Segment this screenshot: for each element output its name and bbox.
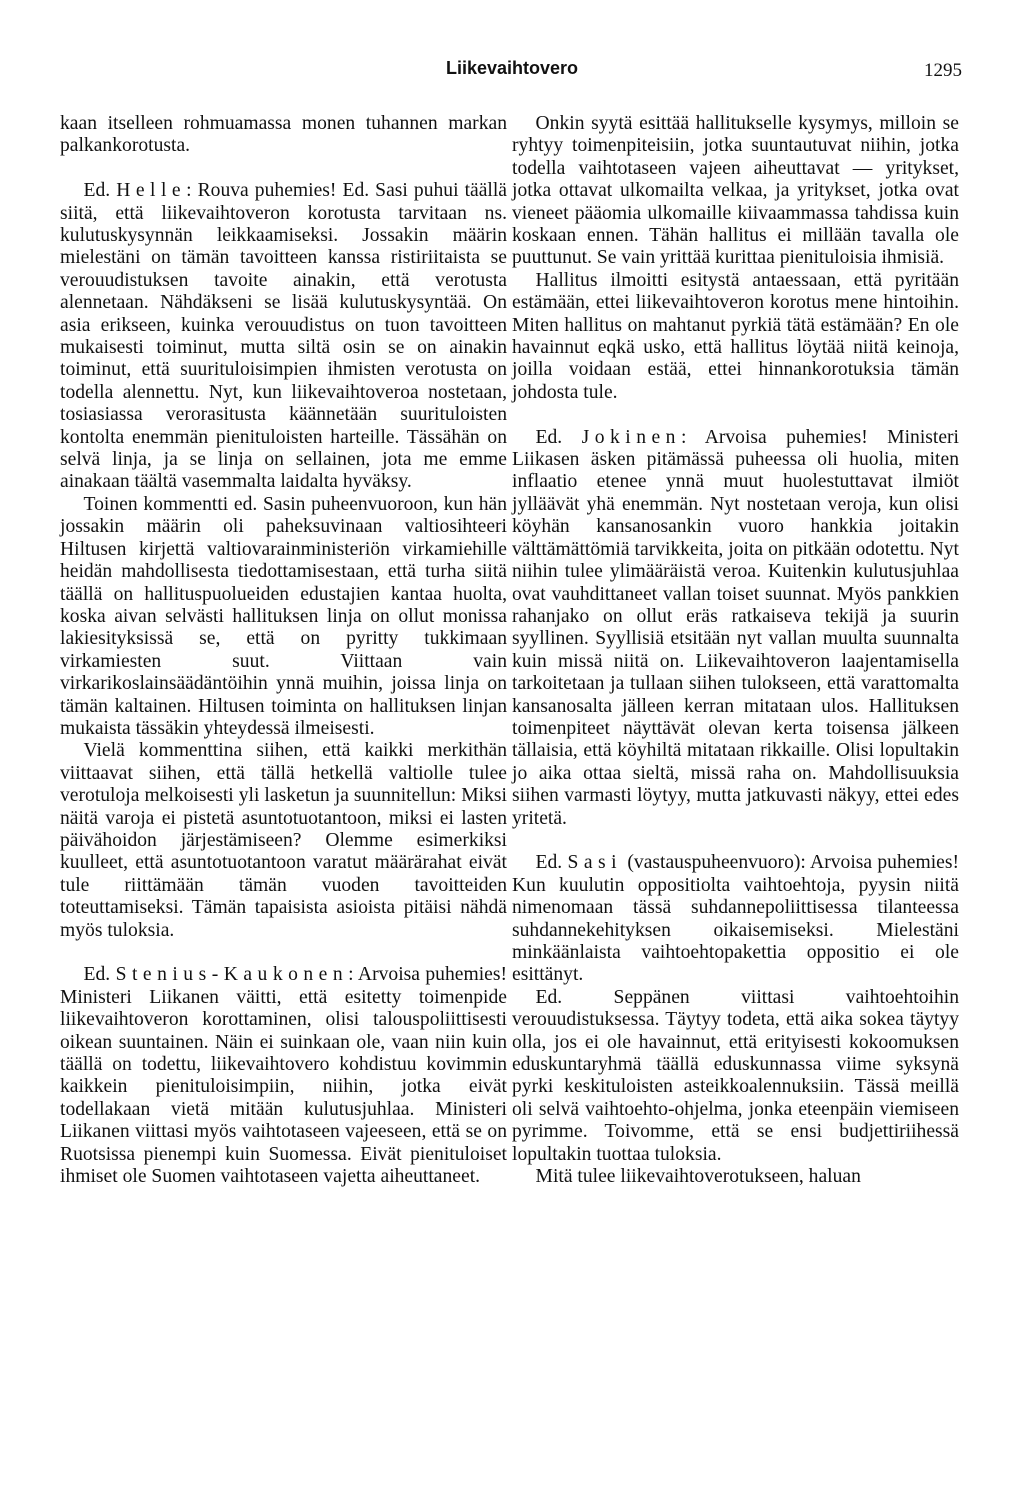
page-header [0, 58, 1024, 84]
speaker-name: Helle [116, 180, 187, 202]
speaker-name: Stenius-Kaukonen [115, 964, 349, 986]
speaker-name: Sasi [567, 852, 623, 874]
speech-prefix: Ed. [83, 964, 116, 986]
speech-text: (vastauspuheenvuoro): Arvoisa puhemies! Kun kuulutin oppositiolta vaihtoehtoja, pyysin niitä nimenomaan tässä suhdannepoliittisessa tilanteessa suhdannekehityksen oikaisemiseksi. Mielestäni minkäänlaista vaihtoehtopakettia oppositio ei ole esittänyt. [512, 852, 959, 986]
paragraph: Mitä tulee liikevaihtoverotukseen, haluan [535, 1166, 861, 1188]
speech-paragraph [512, 427, 959, 830]
paragraph: Hallitus ilmoitti esitystä antaessaan, että pyritään estämään, ettei liikevaihtoveron korotus mene hintoihin. Miten hallitus on mahtanut pyrkiä tätä estämään? En ole havainnut eqkä usko, että hallitus löytää niitä keinoja, joilla voidaan estää, ettei hinnankorotuksia tämän johdosta tule. [512, 269, 959, 403]
paragraph: Onkin syytä esittää hallitukselle kysymys, milloin se ryhtyy toimenpiteisiin, jotka suuntautuvat niihin, jotka todella vaihtotaseen vajeen aiheuttavat — yritykset, jotka ottavat ulkomailta velkaa, ja yritykset, jotka ovat vieneet pääomia ulkomaille kiivaammassa tahdissa kuin koskaan ennen. Tähän hallitus ei millään tavalla ole puuttunut. Se vain yrittää kurittaa pienituloisia ihmisiä. [512, 113, 959, 269]
speech-paragraph [512, 852, 959, 986]
right-column [512, 113, 959, 1188]
speech-paragraph [60, 964, 507, 1188]
speech-prefix: Ed. [535, 426, 582, 448]
speech-prefix: Ed. [83, 180, 117, 202]
speech-paragraph [60, 180, 507, 494]
speech-text: : Rouva puhemies! Ed. Sasi puhui täällä siitä, että liikevaihtoveron korotusta tarvitaan ns. kulutuskysynnän leikkaamiseksi. Jossakin määrin mielestäni on tämän tavoitteen kanssa ristiriitaista se verouudistuksen tavoite ainakin, että verotusta alennetaan. Nähdäkseni se lisää kulutuskysyntää. On asia erikseen, kuinka verouudistus on tuon tavoitteen mukaisesti toiminut, mutta siltä osin se on ainakin toiminut, että suurituloisimpien ihmisten verotusta on todella alennettu. Nyt, kun liikevaihtoveroa nostetaan, tosiasiassa verorasitusta käännetään suurituloisten kontolta enemmän pienituloisten harteille. Tässähän on selvä linja, ja se linja on sellainen, jota me emme ainakaan täältä vasemmalta laidalta hyväksy. [60, 180, 507, 493]
speech-prefix: Ed. [535, 852, 568, 874]
speech-text: : Arvoisa puhemies! Ministeri Liikasen äsken pitämässä puheessa oli huolia, miten inflaatio etenee ynnä muut huolestuttavat ilmiöt jylläävät yhä enemmän. Nyt nostetaan veroja, kun olisi köyhän kansanosankin vuoro hankkia joitakin välttämättömiä tarvikkeita, joita on pitkään odotettu. Nyt niihin tulee ylimääräistä veroa. Kuitenkin kulutusjuhlaa ovat vauhdittaneet vallan toiset suunnat. Myös pankkien rahanjako on ollut eräs ratkaiseva tekijä ja suurin syyllinen. Syyllisiä etsitään nyt vallan muulta suunnalta kuin missä niitä on. Liikevaihtoveron laajentamisella tarkoitetaan ja tullaan siihen tulokseen, että varattomalta kansanosalta jälleen kerran mitataan ulos. Hallituksen toimenpiteet näyttävät olevan kerta toisensa jälkeen tällaisia, että köyhiltä mitataan rikkaille. Olisi lopultakin jo aika ottaa sieltä, missä raha on. Mahdollisuuksia siihen varmasti löytyy, mutta jatkuvasti näkyy, ettei edes yritetä. [512, 426, 959, 829]
paragraph: kaan itselleen rohmuamassa monen tuhannen markan palkankorotusta. [60, 113, 507, 157]
paragraph: Vielä kommenttina siihen, että kaikki merkithän viittaavat siihen, että tällä hetkellä valtiolle tulee verotuloja melkoisesti yli lasketun ja suunnitellun: Miksi näitä varoja ei pistetä asuntotuotantoon, miksi ei lasten päivähoidon järjestämiseen? Olemme esimerkiksi kuulleet, että asuntotuotantoon varatut määrärahat eivät tule riittämään tämän vuoden tavoitteiden toteuttamiseksi. Tämän tapaisista asioista pitäisi nähdä myös tuloksia. [60, 740, 507, 941]
speech-text: : Arvoisa puhemies! Ministeri Liikanen väitti, että esitetty toimenpide liikevaihtoveron korottaminen, olisi talouspoliittisesti oikean suuntainen. Näin ei suinkaan ole, vaan niin kuin täällä on todettu, liikevaihtovero kohdistuu kovimmin kaikkein pienituloisimpiin, niihin, jotka eivät todellakaan vietä mitään kulutusjuhlaa. Ministeri Liikanen viittasi myös vaihtotaseen vajeeseen, että se on Ruotsissa pienempi kuin Suomessa. Eivät pienituloiset ihmiset ole Suomen vaihtotaseen vajetta aiheuttaneet. [60, 964, 507, 1188]
left-column [60, 113, 507, 1188]
paragraph: Toinen kommentti ed. Sasin puheenvuoroon, kun hän jossakin määrin oli paheksuvinaan valtiosihteeri Hiltusen kirjettä valtiovarainministeriön virkamiehille heidän mahdollisesta tiedottamisestaan, että turha siitä täällä on hallituspuolueiden edustajien kantaa huolta, koska aivan selvästi hallituksen linja on ollut monissa lakiesityksissä se, että on pyritty tukkimaan virkamiesten suut. Viittaan vain virkarikoslainsäädäntöihin ynnä muihin, joissa linja on tämän kaltainen. Hiltusen toiminta on hallituksen linjan mukaista tässäkin yhteydessä ilmeisesti. [60, 493, 507, 739]
running-title: Liikevaihtovero [445, 58, 579, 78]
speaker-name: Jokinen [581, 426, 681, 448]
paragraph: Ed. Seppänen viittasi vaihtoehtoihin verouudistuksessa. Täytyy todeta, että aika sokea täytyy olla, jos ei ole havainnut, että erityisesti kokoomuksen eduskuntaryhmä täällä eduskunnassa viime syksynä pyrki keskituloisten asteikkoalennuksiin. Tässä meillä oli selvä vaihtoehto-ohjelma, jonka eteenpäin viemiseen pyrimme. Toivomme, että se ensi budjettiriihessä lopultakin tuottaa tuloksia. [512, 986, 959, 1165]
page-number: 1295 [924, 60, 962, 81]
